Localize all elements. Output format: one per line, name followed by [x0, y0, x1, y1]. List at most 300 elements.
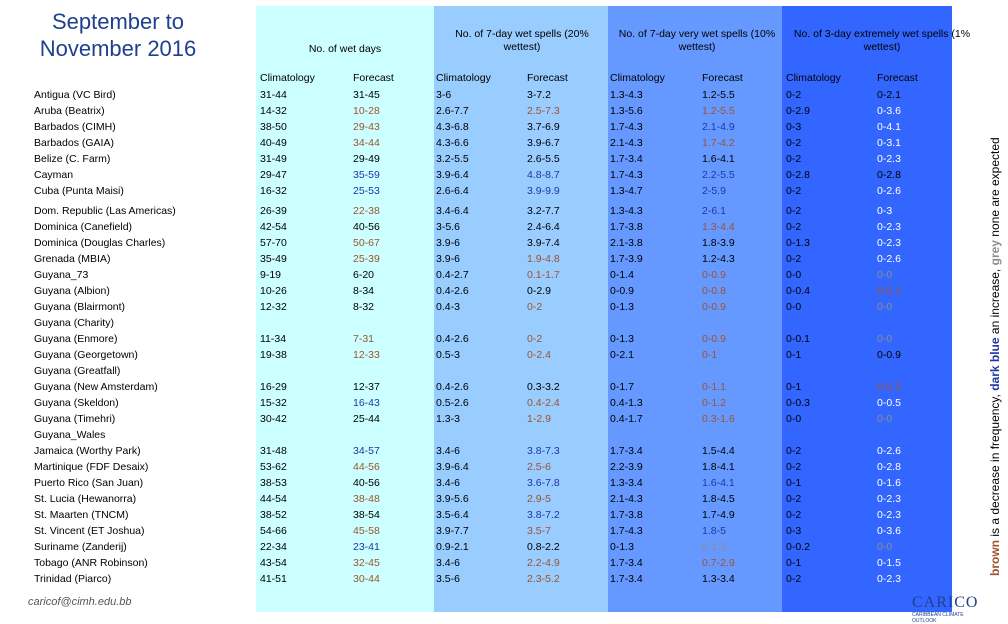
value-cell: 3.9-6.4: [436, 169, 469, 181]
value-cell: 0-0.8: [702, 285, 726, 297]
value-cell: 40-49: [260, 137, 287, 149]
value-cell: 1.7-3.8: [610, 221, 643, 233]
subheader-climatology-3: Climatology: [610, 72, 665, 84]
value-cell: 0-0.2: [786, 541, 810, 553]
table-row: [0, 411, 960, 427]
value-cell: 3.8-7.3: [527, 445, 560, 457]
value-cell: 15-32: [260, 397, 287, 409]
value-cell: 1.3-4.3: [610, 89, 643, 101]
value-cell: 0-2: [527, 301, 543, 313]
location-cell: Aruba (Beatrix): [34, 105, 105, 117]
value-cell: 1.7-4.3: [610, 525, 643, 537]
value-cell: 12-33: [353, 349, 380, 361]
value-cell: 0-1: [786, 381, 802, 393]
table-row: [0, 283, 960, 299]
value-cell: 0-3.6: [877, 525, 901, 537]
value-cell: 1.7-4.3: [610, 121, 643, 133]
value-cell: 44-54: [260, 493, 287, 505]
value-cell: 1.7-4.2: [702, 137, 735, 149]
value-cell: 0-0.9: [702, 301, 726, 313]
value-cell: 0.4-2.6: [436, 285, 469, 297]
location-cell: Antigua (VC Bird): [34, 89, 116, 101]
table-row: [0, 251, 960, 267]
value-cell: 1.5-4.4: [702, 445, 735, 457]
value-cell: 7-31: [353, 333, 375, 345]
value-cell: 3.7-6.9: [527, 121, 560, 133]
value-cell: 4.3-6.6: [436, 137, 469, 149]
value-cell: 0-2.8: [877, 169, 901, 181]
legend-brown-text: is a decrease in frequency,: [988, 390, 1002, 540]
value-cell: 35-49: [260, 253, 287, 265]
value-cell: 1.3-4.7: [610, 185, 643, 197]
value-cell: 8-34: [353, 285, 375, 297]
table-row: [0, 315, 960, 331]
value-cell: 2.6-7.7: [436, 105, 469, 117]
logo-main-text: CARICO: [912, 594, 979, 611]
table-row: [0, 443, 960, 459]
value-cell: 0-2: [786, 445, 802, 457]
value-cell: 30-42: [260, 413, 287, 425]
location-cell: Guyana (Charity): [34, 317, 114, 329]
location-cell: Guyana (Timehri): [34, 413, 116, 425]
value-cell: 26-39: [260, 205, 287, 217]
value-cell: 0-2: [786, 253, 802, 265]
value-cell: 3.5-6: [436, 573, 460, 585]
value-cell: 38-53: [260, 477, 287, 489]
location-cell: Guyana (Skeldon): [34, 397, 119, 409]
value-cell: 1.7-3.9: [610, 253, 643, 265]
value-cell: 3-7.2: [527, 89, 551, 101]
value-cell: 0-2: [786, 573, 802, 585]
value-cell: 0-0.2: [877, 381, 901, 393]
legend-blue-text: an increase,: [988, 265, 1002, 338]
subheader-climatology-4: Climatology: [786, 72, 841, 84]
value-cell: 0-2.3: [877, 493, 901, 505]
table-row: [0, 363, 960, 379]
value-cell: 25-44: [353, 413, 380, 425]
table-row: [0, 459, 960, 475]
value-cell: 4.8-8.7: [527, 169, 560, 181]
value-cell: 0-2: [527, 333, 543, 345]
value-cell: 2.5-7.3: [527, 105, 560, 117]
value-cell: 1.8-4.1: [702, 461, 735, 473]
value-cell: 19-38: [260, 349, 287, 361]
value-cell: 29-43: [353, 121, 380, 133]
value-cell: 0.5-2.6: [436, 397, 469, 409]
location-cell: Guyana_Wales: [34, 429, 106, 441]
value-cell: 0-0: [786, 269, 802, 281]
value-cell: 0-0.4: [786, 285, 810, 297]
value-cell: 0-0.5: [877, 397, 901, 409]
value-cell: 2.2-4.9: [527, 557, 560, 569]
contact-email: caricof@cimh.edu.bb: [28, 596, 132, 608]
value-cell: 0-1.3: [610, 333, 634, 345]
value-cell: 45-58: [353, 525, 380, 537]
value-cell: 3.2-5.5: [436, 153, 469, 165]
subheader-forecast-4: Forecast: [877, 72, 918, 84]
value-cell: 3.9-6: [436, 253, 460, 265]
value-cell: 0-1.3: [702, 541, 726, 553]
value-cell: 3.2-7.7: [527, 205, 560, 217]
value-cell: 0-1.2: [702, 397, 726, 409]
value-cell: 0-1.3: [610, 301, 634, 313]
value-cell: 29-47: [260, 169, 287, 181]
value-cell: 34-57: [353, 445, 380, 457]
value-cell: 2.2-5.5: [702, 169, 735, 181]
table-row: [0, 523, 960, 539]
location-cell: Guyana (Blairmont): [34, 301, 126, 313]
value-cell: 31-44: [260, 89, 287, 101]
value-cell: 0-0: [877, 301, 893, 313]
value-cell: 1.3-3: [436, 413, 460, 425]
value-cell: 3.5-6.4: [436, 509, 469, 521]
value-cell: 0-2.1: [877, 89, 901, 101]
location-cell: Guyana (New Amsterdam): [34, 381, 158, 393]
value-cell: 41-51: [260, 573, 287, 585]
table-row: [0, 135, 960, 151]
table-row: [0, 331, 960, 347]
location-cell: St. Lucia (Hewanorra): [34, 493, 137, 505]
table-row: [0, 347, 960, 363]
value-cell: 3.9-9.9: [527, 185, 560, 197]
value-cell: 2.1-4.3: [610, 137, 643, 149]
value-cell: 1.3-4.3: [610, 205, 643, 217]
value-cell: 22-38: [353, 205, 380, 217]
value-cell: 0-1: [702, 349, 718, 361]
value-cell: 8-32: [353, 301, 375, 313]
value-cell: 3.5-7: [527, 525, 551, 537]
value-cell: 0-0: [877, 413, 893, 425]
value-cell: 42-54: [260, 221, 287, 233]
value-cell: 0.3-1.6: [702, 413, 735, 425]
value-cell: 0-2: [786, 205, 802, 217]
value-cell: 0-2.3: [877, 509, 901, 521]
table-row: [0, 507, 960, 523]
location-cell: St. Maarten (TNCM): [34, 509, 129, 521]
value-cell: 1.2-4.3: [702, 253, 735, 265]
value-cell: 35-59: [353, 169, 380, 181]
value-cell: 0.3-3.2: [527, 381, 560, 393]
value-cell: 3.9-6.7: [527, 137, 560, 149]
subheader-forecast-3: Forecast: [702, 72, 743, 84]
value-cell: 2.3-5.2: [527, 573, 560, 585]
value-cell: 54-66: [260, 525, 287, 537]
value-cell: 2.1-4.3: [610, 493, 643, 505]
value-cell: 1.3-3.4: [702, 573, 735, 585]
value-cell: 0-2.3: [877, 237, 901, 249]
value-cell: 4.3-6.8: [436, 121, 469, 133]
location-cell: Trinidad (Piarco): [34, 573, 112, 585]
table-row: [0, 267, 960, 283]
table-row: [0, 427, 960, 443]
value-cell: 2.6-5.5: [527, 153, 560, 165]
value-cell: 0-0: [877, 333, 893, 345]
value-cell: 0-2: [786, 509, 802, 521]
value-cell: 0-1: [786, 349, 802, 361]
table-row: [0, 299, 960, 315]
value-cell: 0-0: [786, 301, 802, 313]
location-cell: Suriname (Zanderij): [34, 541, 127, 553]
value-cell: 0-2: [786, 493, 802, 505]
table-row: [0, 203, 960, 219]
value-cell: 2.6-6.4: [436, 185, 469, 197]
value-cell: 32-45: [353, 557, 380, 569]
value-cell: 0-2.1: [610, 349, 634, 361]
value-cell: 1.8-4.5: [702, 493, 735, 505]
header-wet-days: No. of wet days: [308, 43, 382, 55]
table-row: [0, 151, 960, 167]
caricof-logo: [912, 594, 979, 624]
value-cell: 3.4-6: [436, 557, 460, 569]
value-cell: 25-53: [353, 185, 380, 197]
value-cell: 2.2-3.9: [610, 461, 643, 473]
value-cell: 3-6: [436, 89, 452, 101]
value-cell: 0-2: [786, 221, 802, 233]
value-cell: 0-2.9: [527, 285, 551, 297]
value-cell: 0-3: [877, 205, 893, 217]
value-cell: 0-0: [877, 269, 893, 281]
value-cell: 3.9-7.4: [527, 237, 560, 249]
location-cell: Jamaica (Worthy Park): [34, 445, 141, 457]
value-cell: 1-2.9: [527, 413, 551, 425]
value-cell: 2-5.9: [702, 185, 726, 197]
value-cell: 2.4-6.4: [527, 221, 560, 233]
value-cell: 1.6-4.1: [702, 477, 735, 489]
subheader-forecast-2: Forecast: [527, 72, 568, 84]
value-cell: 3.8-7.2: [527, 509, 560, 521]
value-cell: 1.3-5.6: [610, 105, 643, 117]
value-cell: 0-0.9: [702, 269, 726, 281]
value-cell: 31-48: [260, 445, 287, 457]
header-extreme-wet-spells: No. of 3-day extremely wet spells (1% wettest): [793, 28, 971, 53]
value-cell: 3.9-5.6: [436, 493, 469, 505]
table-row: [0, 103, 960, 119]
value-cell: 0-2.8: [786, 169, 810, 181]
logo-sub-text: CARIBBEAN CLIMATE OUTLOOK: [912, 612, 964, 624]
value-cell: 10-26: [260, 285, 287, 297]
value-cell: 1.7-3.4: [610, 445, 643, 457]
location-cell: Puerto Rico (San Juan): [34, 477, 144, 489]
table-row: [0, 555, 960, 571]
value-cell: 0-2: [786, 89, 802, 101]
value-cell: 0.4-1.7: [610, 413, 643, 425]
color-legend: [988, 137, 1002, 576]
value-cell: 0.7-2.9: [702, 557, 735, 569]
value-cell: 25-39: [353, 253, 380, 265]
table-row: [0, 539, 960, 555]
location-cell: Dominica (Canefield): [34, 221, 133, 233]
value-cell: 0.4-2.4: [527, 397, 560, 409]
subheader-climatology-1: Climatology: [260, 72, 315, 84]
location-cell: Belize (C. Farm): [34, 153, 111, 165]
legend-grey-text: none are expected: [988, 137, 1002, 241]
legend-grey-word: grey: [988, 240, 1002, 266]
value-cell: 0-0.9: [877, 349, 901, 361]
value-cell: 0-0.1: [877, 285, 901, 297]
value-cell: 1.9-4.8: [527, 253, 560, 265]
location-cell: Barbados (GAIA): [34, 137, 114, 149]
value-cell: 0.4-1.3: [610, 397, 643, 409]
value-cell: 30-44: [353, 573, 380, 585]
value-cell: 38-50: [260, 121, 287, 133]
value-cell: 0-2: [786, 461, 802, 473]
value-cell: 2.1-3.8: [610, 237, 643, 249]
value-cell: 0-1.3: [610, 541, 634, 553]
value-cell: 3.4-6: [436, 477, 460, 489]
location-cell: Cayman: [34, 169, 74, 181]
value-cell: 38-54: [353, 509, 380, 521]
value-cell: 2.5-6: [527, 461, 551, 473]
table-row: [0, 167, 960, 183]
location-cell: Cuba (Punta Maisi): [34, 185, 124, 197]
value-cell: 0-2.6: [877, 445, 901, 457]
value-cell: 22-34: [260, 541, 287, 553]
table-row: [0, 119, 960, 135]
location-cell: Dominica (Douglas Charles): [34, 237, 166, 249]
value-cell: 1.7-3.4: [610, 557, 643, 569]
location-cell: Dom. Republic (Las Americas): [34, 205, 176, 217]
value-cell: 0-3.6: [877, 105, 901, 117]
table-row: [0, 395, 960, 411]
value-cell: 0.1-1.7: [527, 269, 560, 281]
value-cell: 1.3-4.4: [702, 221, 735, 233]
value-cell: 1.2-5.5: [702, 105, 735, 117]
value-cell: 0-1: [786, 477, 802, 489]
table-row: [0, 183, 960, 199]
value-cell: 10-28: [353, 105, 380, 117]
page-title: September to November 2016: [39, 9, 197, 61]
value-cell: 1.7-4.9: [702, 509, 735, 521]
value-cell: 0-1.1: [702, 381, 726, 393]
table-row: [0, 379, 960, 395]
value-cell: 1.6-4.1: [702, 153, 735, 165]
value-cell: 0-2: [786, 153, 802, 165]
value-cell: 0-2: [786, 185, 802, 197]
value-cell: 0-1.3: [786, 237, 810, 249]
value-cell: 3.9-7.7: [436, 525, 469, 537]
location-cell: Martinique (FDF Desaix): [34, 461, 149, 473]
value-cell: 1.8-3.9: [702, 237, 735, 249]
value-cell: 9-19: [260, 269, 282, 281]
value-cell: 0-2.9: [786, 105, 810, 117]
value-cell: 12-37: [353, 381, 380, 393]
table-row: [0, 219, 960, 235]
value-cell: 57-70: [260, 237, 287, 249]
value-cell: 0-1.5: [877, 557, 901, 569]
value-cell: 0.9-2.1: [436, 541, 469, 553]
value-cell: 0-0.9: [610, 285, 634, 297]
value-cell: 0-0.1: [786, 333, 810, 345]
value-cell: 0-2: [786, 137, 802, 149]
value-cell: 1.3-3.4: [610, 477, 643, 489]
value-cell: 43-54: [260, 557, 287, 569]
value-cell: 34-44: [353, 137, 380, 149]
value-cell: 0-0.9: [702, 333, 726, 345]
value-cell: 14-32: [260, 105, 287, 117]
value-cell: 3.9-6: [436, 237, 460, 249]
value-cell: 0.4-3: [436, 301, 460, 313]
value-cell: 0.4-2.6: [436, 333, 469, 345]
value-cell: 0-0: [786, 413, 802, 425]
location-cell: Guyana_73: [34, 269, 89, 281]
table-row: [0, 235, 960, 251]
legend-brown-word: brown: [988, 540, 1002, 576]
value-cell: 0-2.4: [527, 349, 551, 361]
value-cell: 38-52: [260, 509, 287, 521]
value-cell: 1.8-5: [702, 525, 726, 537]
value-cell: 0-0.3: [786, 397, 810, 409]
value-cell: 50-67: [353, 237, 380, 249]
value-cell: 0-3: [786, 121, 802, 133]
value-cell: 2-6.1: [702, 205, 726, 217]
value-cell: 0-1.4: [610, 269, 634, 281]
location-cell: Barbados (CIMH): [34, 121, 116, 133]
value-cell: 1.7-4.3: [610, 169, 643, 181]
value-cell: 0-4.1: [877, 121, 901, 133]
value-cell: 1.7-3.4: [610, 573, 643, 585]
value-cell: 38-48: [353, 493, 380, 505]
value-cell: 0-2.3: [877, 153, 901, 165]
value-cell: 53-62: [260, 461, 287, 473]
value-cell: 16-32: [260, 185, 287, 197]
value-cell: 0-2.6: [877, 253, 901, 265]
location-cell: Tobago (ANR Robinson): [34, 557, 148, 569]
value-cell: 0-3: [786, 525, 802, 537]
value-cell: 40-56: [353, 477, 380, 489]
value-cell: 1.7-3.8: [610, 509, 643, 521]
value-cell: 0.5-3: [436, 349, 460, 361]
value-cell: 31-49: [260, 153, 287, 165]
table-row: [0, 571, 960, 587]
value-cell: 0-1: [786, 557, 802, 569]
value-cell: 16-29: [260, 381, 287, 393]
value-cell: 0-0: [877, 541, 893, 553]
value-cell: 0-1.7: [610, 381, 634, 393]
value-cell: 3-5.6: [436, 221, 460, 233]
table-row: [0, 491, 960, 507]
value-cell: 29-49: [353, 153, 380, 165]
location-cell: Grenada (MBIA): [34, 253, 111, 265]
location-cell: Guyana (Albion): [34, 285, 110, 297]
subheader-forecast-1: Forecast: [353, 72, 394, 84]
value-cell: 0-2.8: [877, 461, 901, 473]
value-cell: 0-2.3: [877, 221, 901, 233]
value-cell: 23-41: [353, 541, 380, 553]
value-cell: 0.4-2.6: [436, 381, 469, 393]
value-cell: 6-20: [353, 269, 375, 281]
location-cell: St. Vincent (ET Joshua): [34, 525, 145, 537]
value-cell: 3.4-6.4: [436, 205, 469, 217]
value-cell: 0.8-2.2: [527, 541, 560, 553]
header-wet-spells: No. of 7-day wet spells (20% wettest): [455, 28, 589, 53]
value-cell: 0-2.3: [877, 573, 901, 585]
table-row: [0, 87, 960, 103]
value-cell: 0.4-2.7: [436, 269, 469, 281]
value-cell: 0-3.1: [877, 137, 901, 149]
value-cell: 44-56: [353, 461, 380, 473]
value-cell: 2.9-5: [527, 493, 551, 505]
value-cell: 31-45: [353, 89, 380, 101]
value-cell: 0-2.6: [877, 185, 901, 197]
value-cell: 1.2-5.5: [702, 89, 735, 101]
value-cell: 12-32: [260, 301, 287, 313]
value-cell: 3.9-6.4: [436, 461, 469, 473]
legend-blue-word: dark blue: [988, 337, 1002, 391]
value-cell: 0-1.6: [877, 477, 901, 489]
value-cell: 2.1-4.9: [702, 121, 735, 133]
header-very-wet-spells: No. of 7-day very wet spells (10% wettest): [618, 28, 776, 53]
value-cell: 3.4-6: [436, 445, 460, 457]
